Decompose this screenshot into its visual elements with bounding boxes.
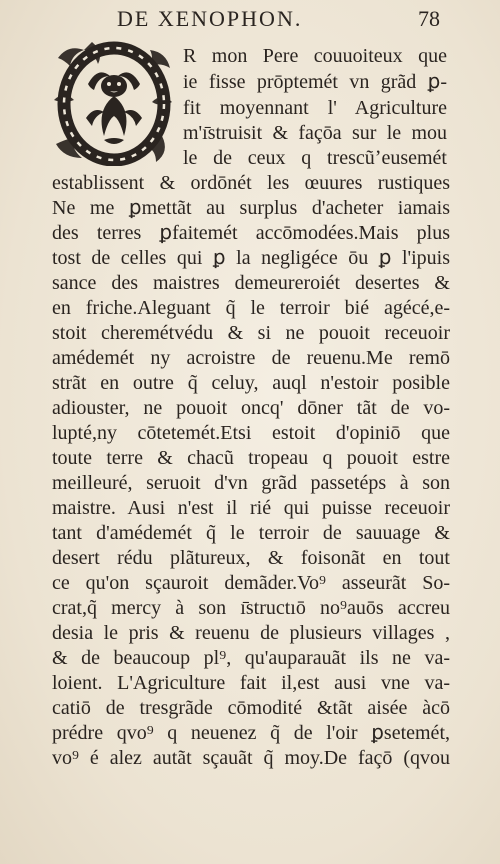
text-line: le de ceux q trescũʼeusemét [183,147,447,169]
text-line: des terres ꝑfaitemét accōmodées.Mais plus [52,222,450,244]
text-line: m'ı̄struisit & façōa sur le mou [183,122,447,144]
text-line: sance des maistres demeureroiét desertes & [52,272,450,294]
text-line: R mon Pere couuoiteux que [183,45,447,67]
text-line: fit moyennant l' Agriculture [183,97,447,119]
text-line: tost de celles qui ꝑ la negligéce ōu ꝑ l'ipuis [52,247,450,269]
text-line: & de beaucoup pl⁹, qu'auparauãt ils ne va- [52,647,450,669]
text-line: vo⁹ é alez autãt sçauãt q̃ moy.De façō (qvou [52,747,450,769]
text-line: prédre qvo⁹ q neuenez q̃ de l'oir ꝑsetemét, [52,722,450,744]
text-line: desert rédu plãtureux, & foisonãt en tout [52,547,450,569]
text-line: toute terre & chacũ tropeau q pouoit estre [52,447,450,469]
text-line: desia le pris & reuenu de plusieurs villages , [52,622,450,644]
text-line: crat,q̃ mercy à son ı̄structıō no⁹auōs accreu [52,597,450,619]
text-line: loient. L'Agriculture fait il,est ausi vne va- [52,672,450,694]
text-line: stoit cheremétvédu & si ne pouoit receuoir [52,322,450,344]
text-line: maistre. Ausi n'est il rié qui puisse receuoir [52,497,450,519]
text-line: ce qu'on sçauroit demãder.Vo⁹ asseurãt So- [52,572,450,594]
text-line: strãt en outre q̃ celuy, auql n'estoir posible [52,372,450,394]
text-line: establissent & ordōnét les œuures rustiques [52,172,450,194]
text-line: lupté,ny cōtetemét.Etsi estoit d'opiniō que [52,422,450,444]
text-line: amédemét ny acroistre de reuenu.Me remō [52,347,450,369]
folio-number: 78 [418,6,440,31]
text-line: Ne me ꝑmettãt au surplus d'acheter iamais [52,197,450,219]
text-line: ie fisse prōptemét vn grãd ꝑ- [183,71,447,93]
running-head: DE XENOPHON. [117,6,303,31]
text-line: tant d'amédemét q̃ le terroir de sauuage & [52,522,450,544]
text-line: catiō de tresgrãde cōmodité &tãt aisée àcō [52,697,450,719]
text-line: adiouster, ne pouoit oncq' dōner tãt de vo- [52,397,450,419]
text-line: en friche.Aleguant q̃ le terroir bié agécé,e- [52,297,450,319]
text-line: meilleuré, seruoit d'vn grãd passetéps à son [52,472,450,494]
